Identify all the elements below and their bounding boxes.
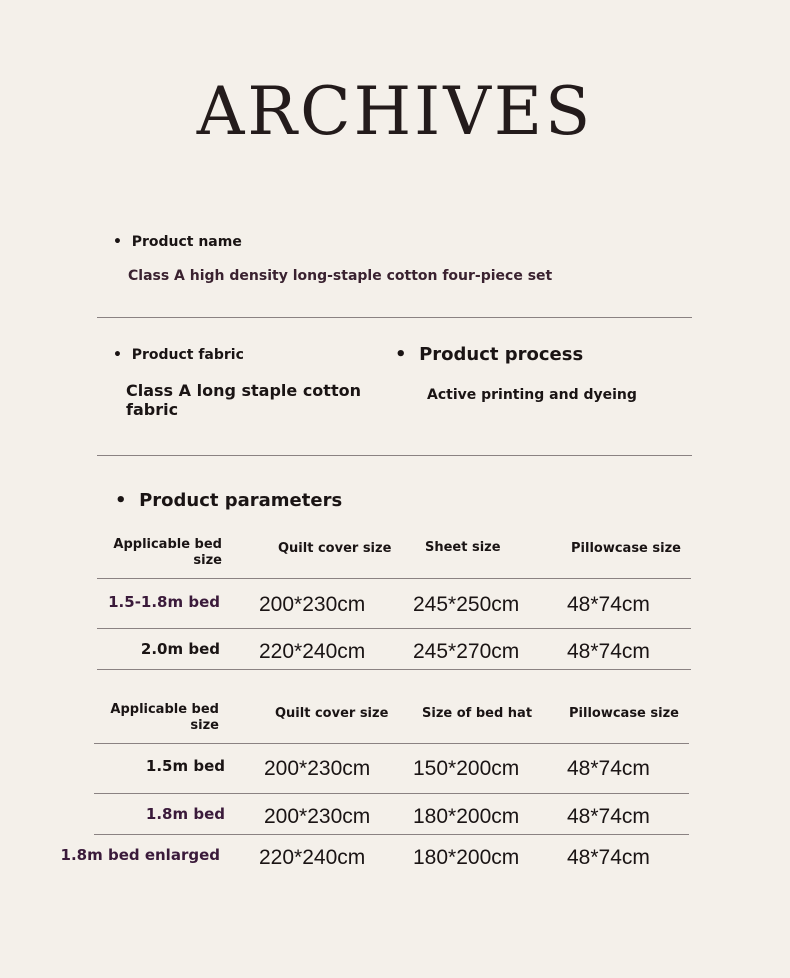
table-cell: 200*230cm (264, 757, 371, 780)
table-row-label: 1.5-1.8m bed (108, 593, 220, 611)
product-process-label-text: Product process (419, 344, 584, 365)
table-row-label: 1.8m bed enlarged (60, 846, 220, 864)
product-name-label (113, 234, 242, 250)
product-fabric-label (113, 347, 244, 363)
product-name-label-text: Product name (131, 234, 242, 250)
table1-header-sheet: Sheet size (425, 540, 501, 555)
table1-header-quilt: Quilt cover size (278, 541, 392, 556)
table-cell: 180*200cm (413, 805, 520, 828)
bullet-icon: • (115, 490, 127, 511)
table-cell: 150*200cm (413, 757, 520, 780)
table-row-label: 1.8m bed (145, 805, 225, 823)
product-fabric-label-text: Product fabric (131, 347, 244, 363)
product-parameters-title (115, 490, 342, 511)
table-cell: 245*270cm (413, 640, 520, 663)
bullet-icon: • (113, 234, 122, 250)
table-cell: 48*74cm (567, 805, 650, 828)
divider (97, 455, 692, 456)
bullet-icon: • (395, 344, 407, 365)
table-row-label: 2.0m bed (140, 640, 220, 658)
table-cell: 220*240cm (259, 640, 366, 663)
divider (94, 743, 689, 744)
table1-header-bed: Applicable bed size (113, 537, 222, 568)
divider (97, 628, 691, 629)
table2-header-bed: Applicable bed size (110, 702, 219, 733)
table-cell: 48*74cm (567, 846, 650, 869)
divider (97, 578, 691, 579)
table2-header-bedhat: Size of bed hat (422, 706, 533, 721)
table-row-label: 1.5m bed (145, 757, 225, 775)
divider (94, 793, 689, 794)
product-name-value: Class A high density long-staple cotton four-piece set (128, 268, 553, 284)
table-cell: 48*74cm (567, 640, 650, 663)
divider (97, 669, 691, 670)
divider (97, 317, 692, 318)
table-cell: 245*250cm (413, 593, 520, 616)
table-cell: 200*230cm (259, 593, 366, 616)
table-cell: 220*240cm (259, 846, 366, 869)
product-process-label (395, 344, 583, 365)
brand-logo: ARCHIVES (196, 73, 594, 150)
bullet-icon: • (113, 347, 122, 363)
product-fabric-value: Class A long staple cotton fabric (126, 381, 361, 419)
table2-header-quilt: Quilt cover size (275, 706, 389, 721)
product-parameters-title-text: Product parameters (139, 490, 343, 511)
product-process-value: Active printing and dyeing (427, 387, 637, 403)
divider (94, 834, 689, 835)
table-cell: 48*74cm (567, 757, 650, 780)
table2-header-pillow: Pillowcase size (569, 706, 679, 721)
table-cell: 48*74cm (567, 593, 650, 616)
table1-header-pillow: Pillowcase size (571, 541, 681, 556)
table-cell: 180*200cm (413, 846, 520, 869)
table-cell: 200*230cm (264, 805, 371, 828)
